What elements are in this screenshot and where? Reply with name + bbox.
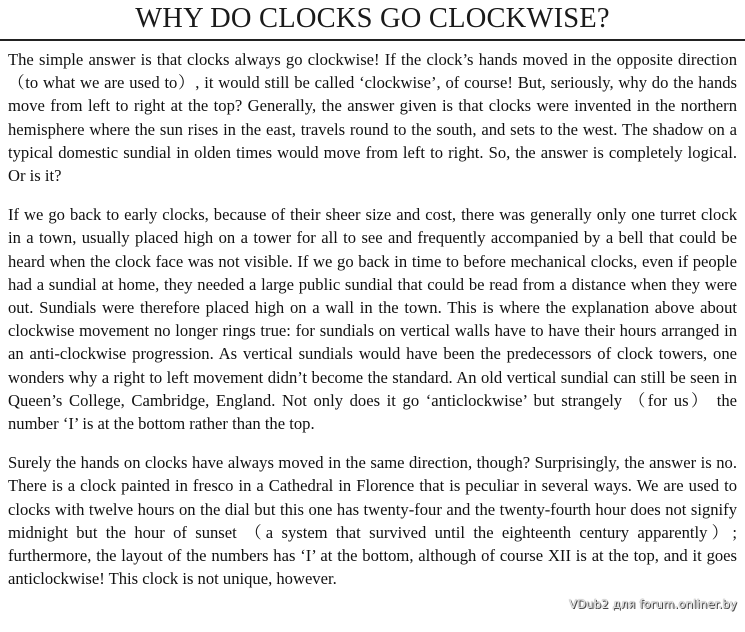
page-title: WHY DO CLOCKS GO CLOCKWISE? <box>135 3 610 34</box>
paragraph-1: The simple answer is that clocks always go clockwise! If the clock’s hands moved in the opposite direction （to what we are used to）, it would still be called ‘clockwise’, of course! But, seriously, why do the hands move from left to right at the top? Generally, the answer given is that clocks were invented in the northern hemisphere where the sun rises in the east, travels round to the south, and sets to the west. The shadow on a typical domestic sundial in olden times would move from left to right. So, the answer is completely logical. Or is it? <box>8 50 737 186</box>
watermark-label: VDub2 для forum.onliner.by <box>565 596 741 612</box>
paragraph-3: Surely the hands on clocks have always moved in the same direction, though? Surprisingly, the answer is no. There is a clock painted in fresco in a Cathedral in Florence that is peculiar in several ways. We are used to clocks with twelve hours on the dial but this one has twenty-four and the twenty-fourth hour does not signify midnight but the hour of sunset （a system that survived until the eighteenth century apparently）; furthermore, the layout of the numbers has ‘I’ at the bottom, although of course XII is at the top, and it goes anticlockwise! This clock is not unique, however. <box>8 453 737 589</box>
title-underline <box>0 39 745 41</box>
paragraph-2: If we go back to early clocks, because of their sheer size and cost, there was generally only one turret clock in a town, usually placed high on a tower for all to see and frequently accompanied by a bell that could be heard when the clock face was not visible. If we go back in time to before mechanical clocks, even if people had a sundial at home, they needed a large public sundial that could be read from a distance when they were out. Sundials were therefore placed high on a wall in the town. This is where the explanation above about clockwise movement no longer rings true: for sundials on vertical walls have to have their hours arranged in an anti-clockwise progression. As vertical sundials would have been the predecessors of clock towers, one wonders why a right to left movement didn’t become the standard. An old vertical sundial can still be seen in Queen’s College, Cambridge, England. Not only does it go ‘anticlockwise’ but strangely （for us） the number ‘I’ is at the bottom rather than the top. <box>8 205 737 434</box>
article-body <box>8 48 737 606</box>
